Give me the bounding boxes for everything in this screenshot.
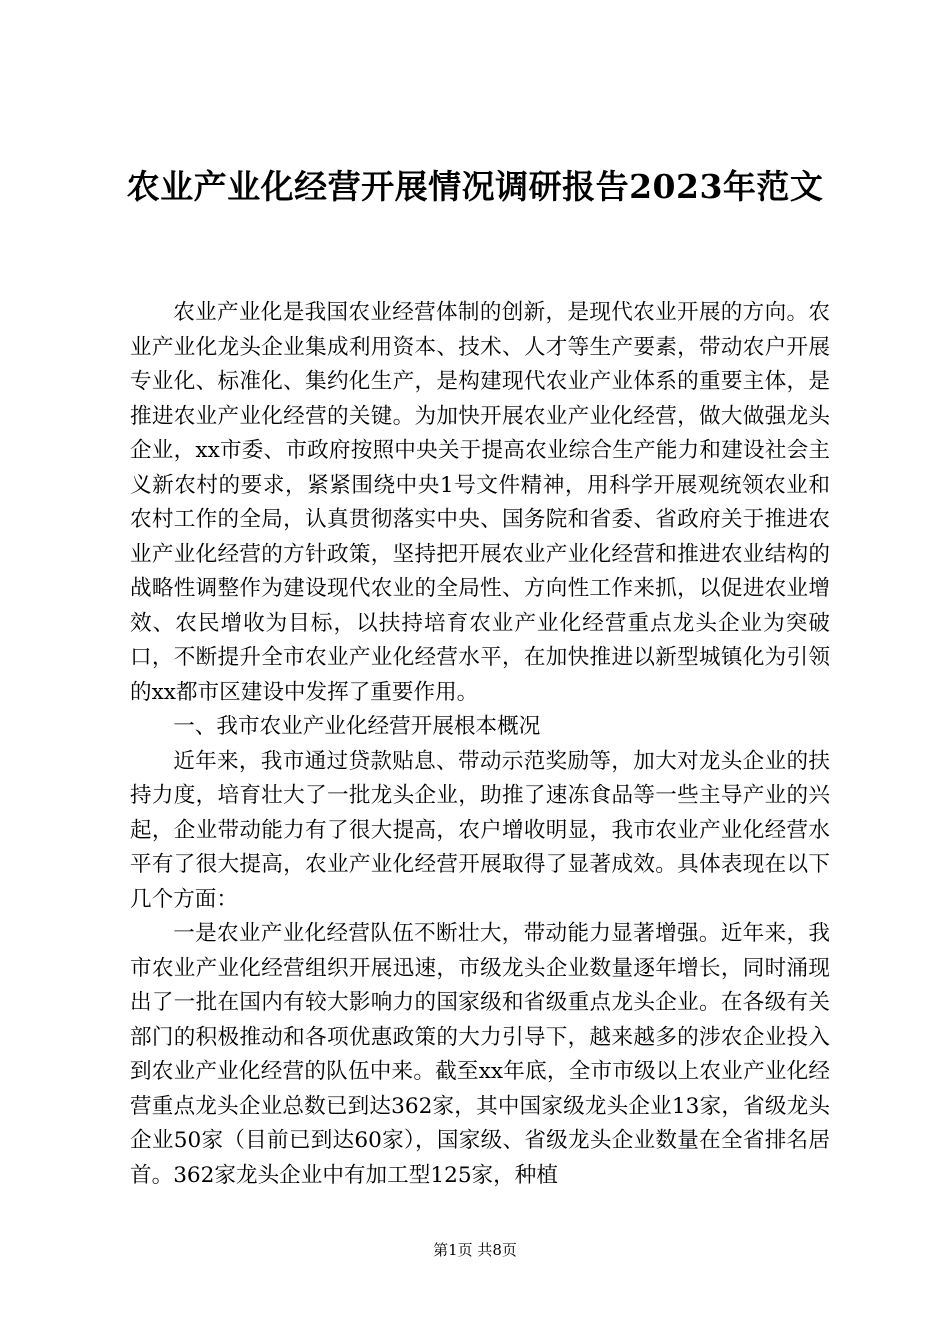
document-body: [130, 296, 830, 1193]
paragraph-point-one: 一是农业产业化经营队伍不断壮大，带动能力显著增强。近年来，我市农业产业化经营组织开展迅速，市级龙头企业数量逐年增长，同时涌现出了一批在国内有较大影响力的国家级和省级重点龙头企业。在各级有关部门的积极推动和各项优惠政策的大力引导下，越来越多的涉农企业投入到农业产业化经营的队伍中来。截至xx年底，全市市级以上农业产业化经营重点龙头企业总数已到达362家，其中国家级龙头企业13家，省级龙头企业50家（目前已到达60家），国家级、省级龙头企业数量在全省排名居首。362家龙头企业中有加工型125家，种植: [130, 921, 830, 1188]
page-footer: 第1页 共8页: [433, 1241, 517, 1259]
document-title: 农业产业化经营开展情况调研报告2023年范文: [126, 167, 824, 206]
paragraph-overview: 近年来，我市通过贷款贴息、带动示范奖励等，加大对龙头企业的扶持力度，培育壮大了一批龙头企业，助推了速冻食品等一些主导产业的兴起，企业带动能力有了很大提高，农户增收明显，我市农业产业化经营水平有了很大提高，农业产业化经营开展取得了显著成效。具体表现在以下几个方面：: [130, 748, 830, 912]
paragraph-intro: 农业产业化是我国农业经营体制的创新，是现代农业开展的方向。农业产业化龙头企业集成利用资本、技术、人才等生产要素，带动农户开展专业化、标准化、集约化生产，是构建现代农业产业体系的重要主体，是推进农业产业化经营的关键。为加快开展农业产业化经营，做大做强龙头企业，xx市委、市政府按照中央关于提高农业综合生产能力和建设社会主义新农村的要求，紧紧围绕中央1号文件精神，用科学开展观统领农业和农村工作的全局，认真贯彻落实中央、国务院和省委、省政府关于推进农业产业化经营的方针政策，坚持把开展农业产业化经营和推进农业结构的战略性调整作为建设现代农业的全局性、方向性工作来抓，以促进农业增效、农民增收为目标，以扶持培育农业产业化经营重点龙头企业为突破口，不断提升全市农业产业化经营水平，在加快推进以新型城镇化为引领的xx都市区建设中发挥了重要作用。: [130, 300, 830, 705]
section-heading: 一、我市农业产业化经营开展根本概况: [173, 714, 541, 739]
